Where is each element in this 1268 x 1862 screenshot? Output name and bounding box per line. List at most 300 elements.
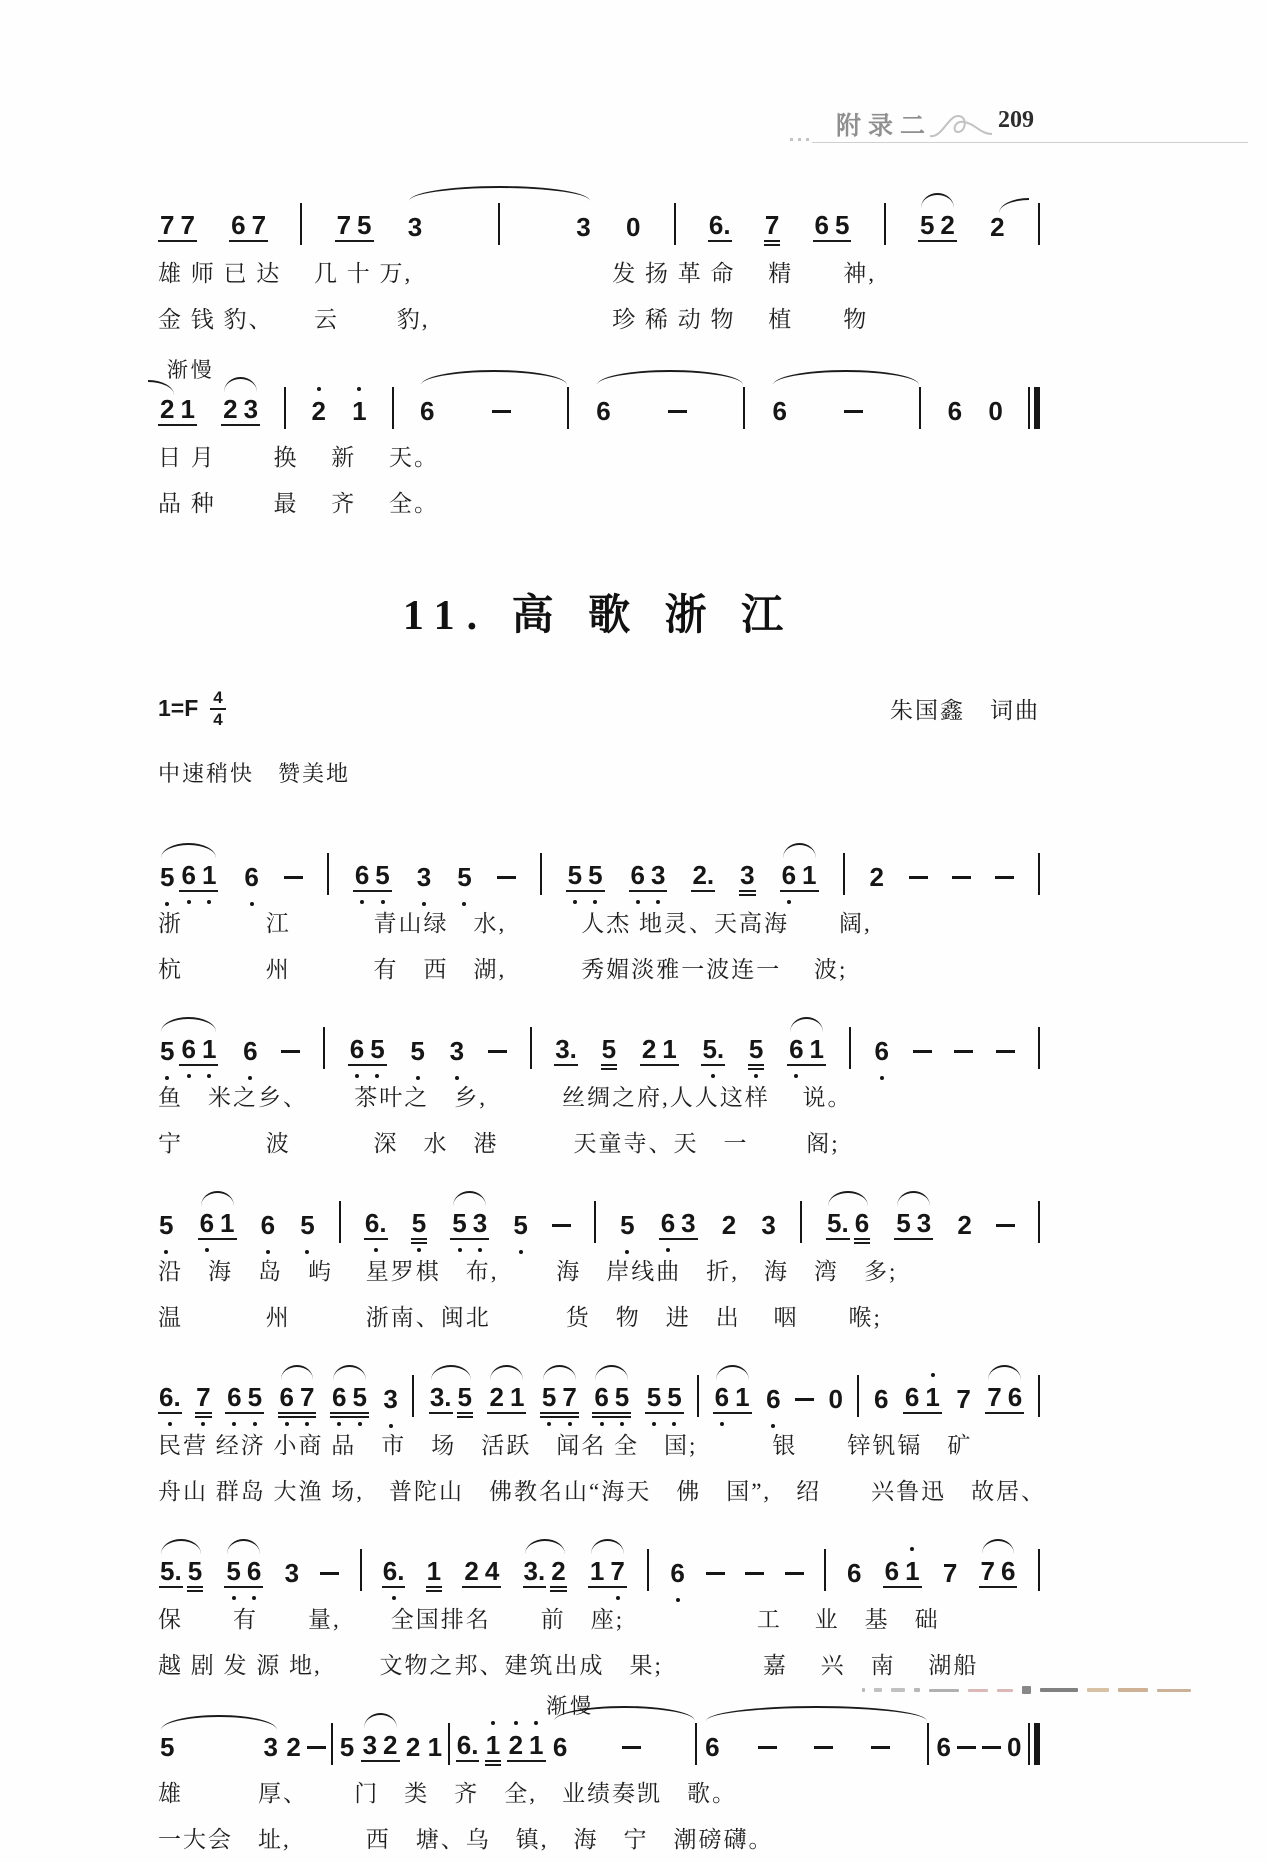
note: 1: [809, 1034, 824, 1065]
octave-dot-low: [458, 1248, 462, 1252]
octave-dot-low: [880, 1076, 884, 1080]
duration-dash: [957, 1746, 976, 1749]
octave-dot-low: [168, 1422, 172, 1426]
note: 5: [187, 1556, 203, 1587]
slur-arc: [161, 843, 216, 858]
note-group: [659, 1208, 698, 1240]
slur-arc: [982, 1539, 1015, 1554]
note: 6: [199, 1208, 215, 1238]
note: 3: [650, 860, 666, 890]
note: 7: [764, 210, 780, 240]
note: 3: [761, 1210, 776, 1241]
octave-dot-low: [285, 1422, 289, 1426]
note-group: [540, 1382, 579, 1414]
note-group: [225, 1382, 264, 1414]
key-signature: [158, 688, 226, 729]
notation-row: [158, 1544, 1040, 1588]
note: 5: [160, 1732, 175, 1763]
notation-system: [158, 992, 1040, 1158]
note-group: [330, 1382, 369, 1414]
octave-dot-low: [600, 1422, 604, 1426]
slur-arc: [897, 1191, 930, 1206]
note: 6: [936, 1732, 951, 1763]
duration-dash: [785, 1572, 804, 1575]
rest-note: 0: [988, 396, 1003, 426]
note: 7: [160, 210, 175, 240]
note: 2: [464, 1556, 479, 1587]
note: 5: [159, 1036, 175, 1066]
note: 7: [942, 1558, 958, 1589]
note-group: [179, 1034, 218, 1066]
duration-dash: [706, 1572, 725, 1575]
barline: [498, 203, 500, 245]
octave-dot-low: [519, 1250, 523, 1254]
note: 1: [802, 860, 817, 891]
barline: [323, 1027, 325, 1069]
slur-arc: [453, 1191, 486, 1206]
octave-dot-low: [252, 1596, 256, 1600]
note: 2: [489, 1382, 504, 1413]
note-group: [348, 1034, 387, 1066]
note: 1: [201, 860, 217, 890]
lyric-row: 鱼 米之乡、 茶叶之 乡, 丝绸之府,人人这样 说。: [158, 1085, 853, 1111]
note: 5: [601, 1034, 617, 1065]
lyric-row: 越 剧 发 源 地, 文物之邦、建筑出成 果; 嘉 兴 南 湖船: [158, 1653, 979, 1679]
barline: [540, 853, 542, 895]
octave-dot-low: [337, 1422, 341, 1426]
slur-arc: [333, 1365, 366, 1380]
slur-arc: [421, 370, 567, 385]
slur-arc: [597, 370, 743, 385]
notation-system: [158, 1340, 1047, 1506]
watermark-mark: [862, 1688, 865, 1692]
note: 6: [180, 860, 196, 890]
barline: [919, 387, 921, 429]
note: 7: [609, 1556, 625, 1586]
slur-arc: [790, 1017, 823, 1032]
note: 1: [662, 1034, 677, 1065]
note-group: [224, 1556, 263, 1588]
note: 2: [383, 1730, 398, 1761]
notation-row: [158, 1718, 1040, 1762]
note-group: [551, 1723, 698, 1762]
note-group: [158, 210, 197, 242]
note: 2.: [692, 860, 715, 891]
note-group: [507, 1730, 546, 1762]
octave-dot-low: [616, 1596, 620, 1600]
note: 6: [279, 1382, 295, 1412]
note: 7: [561, 1382, 577, 1412]
note: 5: [159, 862, 175, 892]
note: 7: [299, 1382, 315, 1412]
note: 1: [180, 394, 195, 424]
header-rule-line: [812, 142, 1248, 143]
score-sheet: [158, 168, 1047, 1862]
barline: [1038, 1201, 1040, 1243]
octave-dot-high: [910, 1547, 914, 1551]
note: 5: [225, 1556, 241, 1586]
notation-row: [158, 198, 1040, 242]
duration-dash: [492, 410, 511, 413]
note-group: [158, 860, 219, 892]
watermark-mark: [1087, 1688, 1109, 1692]
note-group: [418, 387, 570, 426]
note: 6: [873, 1036, 889, 1066]
note: 5: [619, 1210, 635, 1240]
duration-dash: [795, 1398, 814, 1401]
note: 7: [251, 210, 267, 240]
barline: [360, 1549, 362, 1591]
notation-system: [158, 352, 1040, 518]
note: 2: [641, 1034, 657, 1065]
octave-dot-high: [931, 1373, 935, 1377]
note-group: [229, 210, 268, 242]
tie-arc-right: [999, 198, 1029, 213]
octave-dot-low: [794, 1074, 798, 1078]
slur-arc: [431, 1365, 471, 1380]
octave-dot-low: [652, 1422, 656, 1426]
note: 1: [735, 1382, 750, 1413]
duration-dash: [284, 876, 303, 879]
octave-dot-low: [250, 902, 254, 906]
duration-dash: [952, 876, 971, 879]
note: 1: [351, 396, 367, 426]
page-number: 209: [998, 107, 1034, 133]
note: 6.: [456, 1730, 479, 1761]
note: 2: [286, 1732, 301, 1763]
slur-arc: [716, 1365, 749, 1380]
barline: [331, 1723, 333, 1765]
barline: [1038, 1549, 1040, 1591]
note: 6: [660, 1208, 676, 1238]
notation-system: [158, 1166, 1040, 1332]
barline: [743, 387, 745, 429]
watermark-mark: [914, 1688, 920, 1692]
notation-system: [158, 1514, 1040, 1680]
note-group: [780, 860, 819, 892]
duration-dash: [320, 1572, 339, 1575]
octave-dot-high: [357, 387, 361, 391]
note: 5: [748, 1034, 764, 1066]
note: 5.: [701, 1034, 725, 1066]
note: 6: [354, 860, 370, 890]
final-barline: [1028, 1723, 1040, 1765]
note-group: [894, 1208, 933, 1240]
note: 1: [528, 1730, 544, 1760]
notation-row: [158, 1022, 1040, 1066]
note: 3: [407, 212, 423, 242]
note: 5.: [160, 1556, 182, 1587]
barline: [857, 1375, 859, 1417]
note: 6: [904, 1382, 920, 1413]
time-signature-top: 4: [210, 688, 225, 710]
duration-dash: [995, 876, 1014, 879]
duration-dash: [844, 410, 863, 413]
barline: [927, 1723, 929, 1765]
note: 6.: [158, 1382, 182, 1414]
octave-dot-low: [266, 1250, 270, 1254]
octave-dot-low: [248, 1076, 252, 1080]
note: 5: [457, 1382, 472, 1413]
octave-dot-low: [720, 1422, 724, 1426]
note: 5: [339, 1732, 355, 1763]
tempo-annotation: 渐慢: [546, 1694, 595, 1719]
footer-watermark: [862, 1686, 1191, 1694]
note-group: [588, 1556, 627, 1588]
octave-dot-low: [787, 900, 791, 904]
watermark-mark: [874, 1688, 882, 1692]
barline: [284, 387, 286, 429]
note: 6: [1001, 1556, 1016, 1587]
lyric-row: 舟山 群岛 大渔 场, 普陀山 佛教名山“海天 佛 国”, 绍 兴鲁迅 故居、: [158, 1479, 1047, 1505]
duration-dash: [996, 1224, 1015, 1227]
note-group: [918, 210, 957, 242]
note-group: [158, 1034, 219, 1066]
note: 5: [369, 1034, 385, 1064]
octave-dot-low: [374, 1248, 378, 1252]
note-group: [198, 1208, 237, 1240]
barline: [843, 853, 845, 895]
lyric-row: 杭 州 有 西 湖, 秀媚淡雅一波连一 波;: [158, 957, 848, 983]
lyric-row: 一大会 址, 西 塘、乌 镇, 海 宁 潮磅礴。: [158, 1827, 774, 1853]
note: 6: [846, 1558, 862, 1589]
duration-dash: [758, 1746, 777, 1749]
note: 6: [593, 1382, 609, 1412]
note: 3: [243, 394, 259, 424]
note-group: [522, 1556, 568, 1588]
note: 5: [541, 1382, 557, 1412]
note-group: [787, 1034, 826, 1066]
lyric-row: 雄 师 已 达 几 十 万, 发 扬 革 命 精 神,: [158, 261, 876, 286]
note: 3: [740, 860, 755, 891]
note: 5: [456, 862, 472, 892]
octave-dot-low: [620, 1422, 624, 1426]
slur-arc: [773, 370, 919, 385]
note: 5: [299, 1210, 315, 1240]
note: 6: [260, 1210, 276, 1240]
slur-arc: [227, 1539, 260, 1554]
note-group: [640, 1034, 679, 1066]
note-group: [979, 1556, 1018, 1588]
song-title: 11. 高 歌 浙 江: [402, 593, 796, 639]
appendix-label: 附录二: [836, 113, 933, 140]
note: 2: [869, 862, 884, 893]
slur-arc: [161, 1715, 277, 1730]
note: 1: [924, 1382, 940, 1412]
note: 3: [416, 862, 432, 892]
note: 5: [512, 1210, 528, 1240]
note-group: [278, 1382, 317, 1414]
octave-dot-low: [417, 1248, 421, 1252]
note: 3: [382, 1384, 398, 1414]
octave-dot-high: [514, 1721, 518, 1725]
slur-arc: [281, 1365, 314, 1380]
slur-arc: [988, 1365, 1021, 1380]
octave-dot-low: [672, 1422, 676, 1426]
note: 2: [551, 1556, 566, 1587]
barline: [530, 1027, 532, 1069]
header-swirl-ornament: [928, 112, 994, 146]
header-dots-decoration: [790, 138, 809, 141]
note: 3: [449, 1036, 465, 1066]
slur-arc: [921, 193, 954, 208]
note: 7: [180, 210, 195, 240]
duration-dash: [745, 1572, 764, 1575]
octave-dot-high: [491, 1721, 495, 1725]
watermark-mark: [997, 1689, 1013, 1692]
octave-dot-low: [455, 1076, 459, 1080]
note-group: [158, 1556, 204, 1588]
watermark-mark: [968, 1689, 988, 1692]
note: 6: [226, 1382, 242, 1412]
note: 3: [284, 1558, 300, 1589]
time-signature: [210, 688, 225, 729]
note-group: [594, 387, 746, 426]
note: 5: [835, 210, 850, 240]
octave-dot-low: [201, 1422, 205, 1426]
octave-dot-low: [422, 902, 426, 906]
note: 5: [919, 210, 935, 240]
lyric-row: 温 州 浙南、闽北 货 物 进 出 咽 喉;: [158, 1305, 882, 1331]
note-group: [158, 394, 197, 426]
note: 6: [242, 1036, 258, 1066]
duration-dash: [996, 1050, 1015, 1053]
note: 6: [246, 1556, 262, 1586]
watermark-mark: [1157, 1689, 1191, 1692]
note: 6: [331, 1382, 347, 1412]
slur-arc: [409, 186, 590, 201]
note: 2: [940, 210, 955, 240]
slur-arc: [364, 1713, 397, 1728]
octave-dot-low: [253, 1422, 257, 1426]
note: 3: [263, 1732, 278, 1763]
note: 3: [362, 1730, 378, 1761]
note: 2: [957, 1210, 972, 1241]
octave-dot-low: [232, 1596, 236, 1600]
octave-dot-low: [547, 1422, 551, 1426]
note: 2: [405, 1732, 421, 1763]
note: 1: [427, 1732, 443, 1763]
octave-dot-low: [625, 1250, 629, 1254]
watermark-mark: [1040, 1688, 1078, 1692]
slur-arc: [828, 1191, 868, 1206]
barline: [1038, 1375, 1040, 1417]
note: 6: [243, 862, 259, 892]
notation-system: [158, 818, 1040, 984]
watermark-mark: [891, 1688, 905, 1692]
octave-dot-low: [771, 1424, 775, 1428]
note: 6: [788, 1034, 804, 1064]
note: 6.: [382, 1556, 406, 1588]
note: 7: [336, 210, 352, 240]
octave-dot-low: [165, 1076, 169, 1080]
note: 5.: [827, 1208, 849, 1239]
octave-dot-low: [478, 1248, 482, 1252]
duration-dash: [814, 1746, 833, 1749]
note: 6: [1007, 1382, 1023, 1413]
note: 2: [721, 1210, 737, 1241]
note: 6: [231, 210, 246, 240]
octave-dot-low: [573, 900, 577, 904]
note: 6: [854, 1208, 870, 1239]
duration-dash: [954, 1050, 973, 1053]
notation-system: [158, 1688, 1040, 1854]
note-group: [487, 1382, 526, 1414]
note: 1: [485, 1730, 501, 1762]
note: 6: [947, 396, 963, 426]
song-systems: [158, 818, 1047, 1854]
barline: [300, 203, 302, 245]
note: 1: [589, 1556, 605, 1587]
octave-dot-low: [462, 902, 466, 906]
note-group: [813, 210, 852, 242]
duration-dash: [552, 1224, 571, 1227]
note: 5: [357, 210, 372, 240]
barline: [697, 1375, 699, 1417]
slur-arc: [595, 1365, 628, 1380]
watermark-mark: [1022, 1686, 1031, 1694]
note-group: [361, 1730, 400, 1762]
slur-arc: [591, 1539, 624, 1554]
note-group: [179, 860, 218, 892]
note-group: [428, 1382, 474, 1414]
tempo-marking: 中速稍快 赞美地: [158, 761, 351, 787]
octave-dot-low: [381, 900, 385, 904]
note: 2: [508, 1730, 524, 1760]
key-label: 1=F: [158, 695, 199, 722]
note-group: [221, 394, 260, 426]
lyric-row: 日 月 换 新 天。: [158, 445, 439, 470]
note-group: [158, 1732, 280, 1762]
note-group: [703, 1723, 930, 1762]
note: 5: [646, 1382, 662, 1412]
barline: [674, 203, 676, 245]
duration-dash: [909, 876, 928, 879]
note-group: [592, 1382, 631, 1414]
note: 5: [374, 860, 390, 890]
octave-dot-low: [389, 1424, 393, 1428]
octave-dot-low: [416, 1076, 420, 1080]
note-group: [629, 860, 668, 892]
octave-dot-low: [355, 1074, 359, 1078]
barline: [1038, 1027, 1040, 1069]
note-group: [770, 387, 922, 426]
note: 5: [567, 860, 583, 890]
note: 1: [509, 1382, 525, 1413]
duration-dash: [497, 876, 516, 879]
note: 6: [552, 1732, 568, 1763]
song-meta-row: [158, 688, 1040, 729]
lyric-row: 保 有 量, 全国排名 前 座; 工 业 基 础: [158, 1607, 940, 1633]
note: 5: [587, 860, 603, 890]
note: 6: [765, 1384, 781, 1414]
octave-dot-low: [656, 900, 660, 904]
octave-dot-low: [358, 1422, 362, 1426]
watermark-mark: [929, 1689, 959, 1692]
barline: [1038, 203, 1040, 245]
tempo-annotation: 渐慢: [166, 358, 215, 382]
note: 1: [220, 1208, 235, 1239]
octave-dot-low: [568, 1422, 572, 1426]
slur-arc: [525, 1539, 565, 1554]
octave-dot-low: [305, 1250, 309, 1254]
octave-dot-low: [187, 1074, 191, 1078]
note: 7: [195, 1382, 211, 1414]
note-group: [713, 1382, 752, 1414]
note-group: [883, 1556, 922, 1588]
barline: [567, 387, 569, 429]
note: 6: [884, 1556, 900, 1587]
